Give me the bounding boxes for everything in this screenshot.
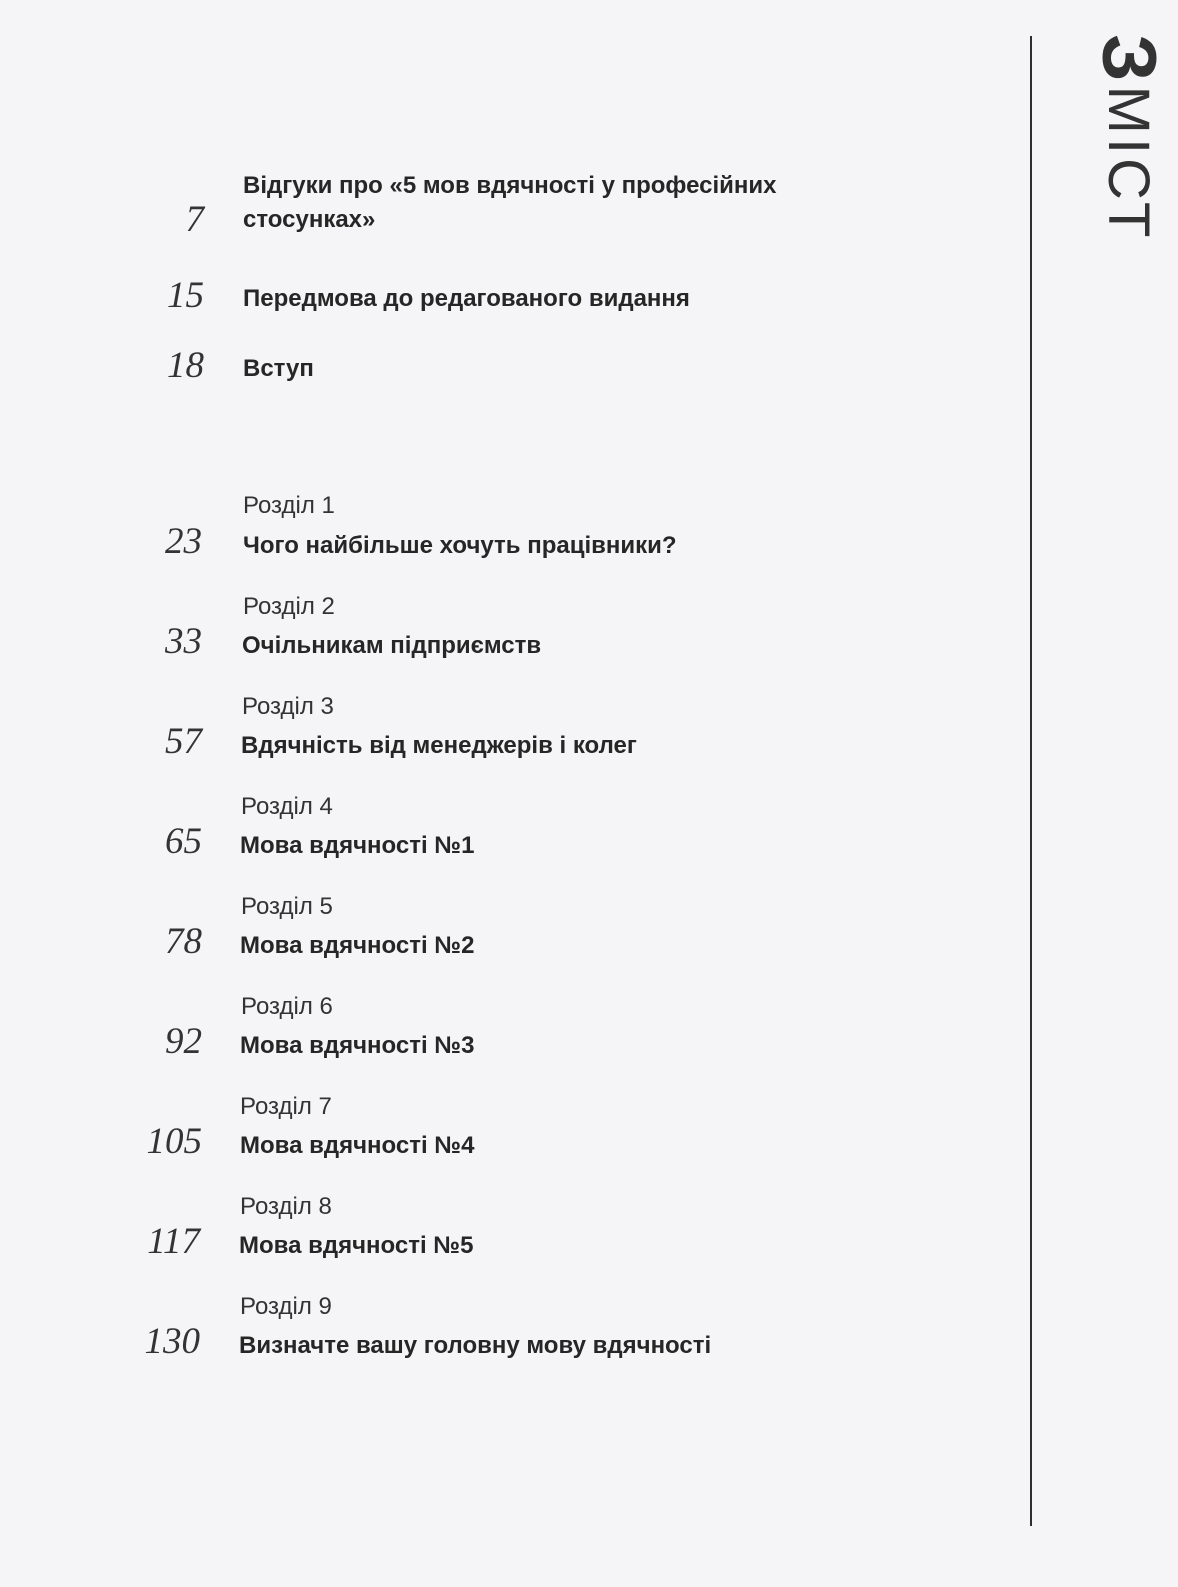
toc-page-number: 23 (165, 521, 202, 562)
toc-page-number: 117 (147, 1221, 200, 1262)
toc-entry-title: Визначте вашу головну мову вдячності (239, 1332, 712, 1359)
contents-heading-first-letter: З (1086, 34, 1171, 86)
toc-chapter-label: Розділ 7 (240, 1093, 332, 1120)
toc-chapter-label: Розділ 3 (242, 693, 334, 720)
toc-chapter-label: Розділ 6 (241, 993, 333, 1020)
toc-page-number: 78 (165, 921, 202, 962)
toc-entry-title: Мова вдячності №3 (240, 1032, 475, 1059)
toc-page-number: 65 (165, 821, 202, 862)
toc-page-number: 15 (167, 275, 204, 316)
toc-chapter-label: Розділ 9 (240, 1293, 332, 1320)
toc-page-number: 57 (165, 721, 202, 762)
toc-chapter-label: Розділ 1 (243, 492, 335, 519)
toc-page-number: 130 (144, 1321, 200, 1362)
toc-page-number: 92 (165, 1021, 202, 1062)
toc-chapter-label: Розділ 2 (243, 593, 335, 620)
toc-page-number: 33 (165, 621, 202, 662)
toc-entry-title: Очільникам підприємств (242, 632, 542, 659)
toc-entry-title: Вдячність від менеджерів і колег (241, 732, 637, 759)
toc-page-number: 7 (185, 199, 204, 240)
toc-entry-title: Мова вдячності №2 (240, 932, 475, 959)
contents-heading (1046, 34, 1171, 274)
toc-entry-title: Мова вдячності №4 (240, 1132, 475, 1159)
vertical-divider (1030, 36, 1032, 1526)
toc-chapter-label: Розділ 5 (241, 893, 333, 920)
toc-entry-title: Мова вдячності №5 (239, 1232, 474, 1259)
contents-heading-rest: МІСТ (1096, 85, 1161, 242)
toc-page-number: 18 (167, 345, 204, 386)
toc-entry-title: Чого найбільше хочуть працівники? (243, 532, 677, 559)
toc-entry-title: Передмова до редагованого видання (243, 285, 690, 312)
toc-entry-title: Відгуки про «5 мов вдячності у професійних (243, 172, 777, 199)
toc-entry-title-continued: стосунках» (243, 206, 376, 233)
toc-entry-title: Вступ (243, 355, 314, 382)
toc-entry-title: Мова вдячності №1 (240, 832, 475, 859)
toc-page-number: 105 (146, 1121, 202, 1162)
toc-chapter-label: Розділ 8 (240, 1193, 332, 1220)
toc-chapter-label: Розділ 4 (241, 793, 333, 820)
